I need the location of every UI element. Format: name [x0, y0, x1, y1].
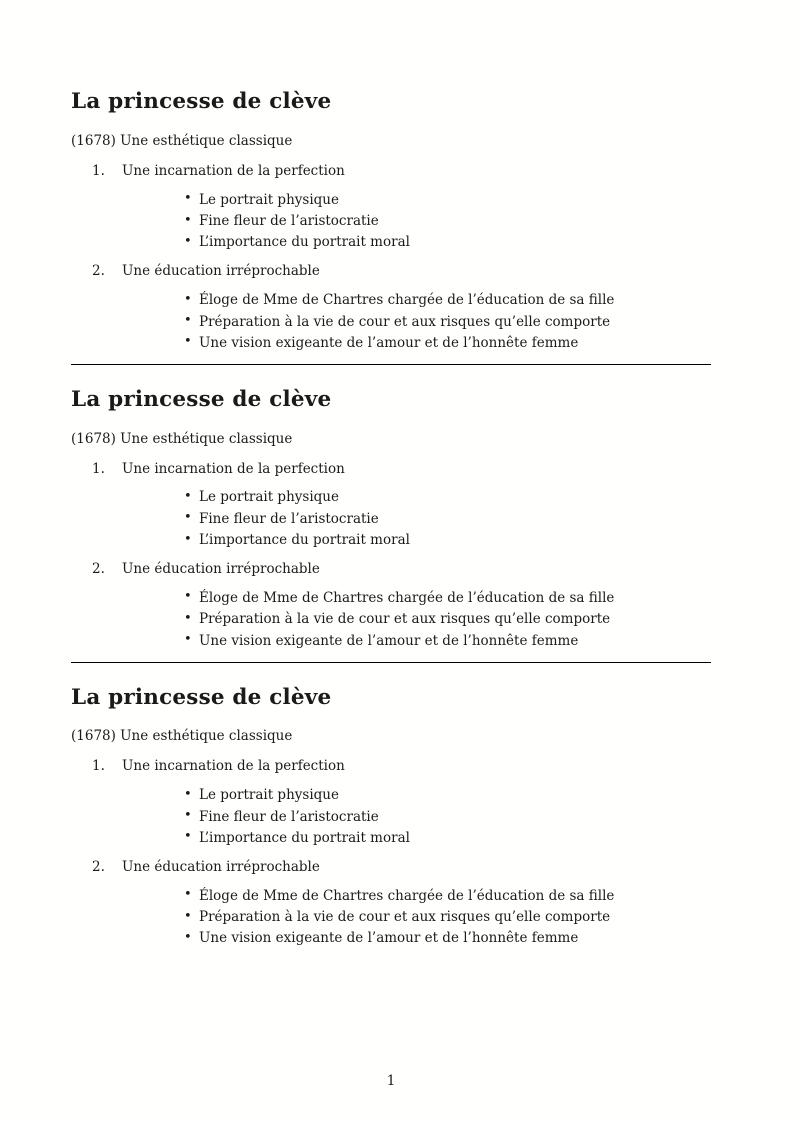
bullet-text: L’importance du portrait moral [199, 234, 410, 251]
bullet-icon: • [184, 191, 192, 207]
numbered-item [71, 163, 711, 252]
bullet-icon: • [184, 829, 192, 845]
bullet-icon: • [184, 212, 192, 228]
bullet-icon: • [184, 334, 192, 350]
section-3 [71, 685, 711, 948]
bullet-text: Fine fleur de l’aristocratie [199, 213, 379, 229]
numbered-list [71, 758, 711, 947]
bullet-row [122, 888, 711, 905]
bullet-row [122, 633, 711, 650]
bullet-icon: • [184, 291, 192, 307]
section-2 [71, 387, 711, 650]
bullet-list [122, 292, 711, 352]
section-subtitle: (1678) Une esthétique classique [71, 430, 293, 447]
section-divider [71, 364, 711, 365]
numbered-list [71, 163, 711, 352]
item-text: Une éducation irréprochable [122, 561, 320, 577]
bullet-text: Éloge de Mme de Chartres chargée de l’éducation de sa fille [199, 589, 615, 606]
bullet-text: Préparation à la vie de cour et aux risques qu’elle comporte [199, 313, 611, 330]
bullet-text: Préparation à la vie de cour et aux risques qu’elle comporte [199, 909, 611, 925]
bullet-list [122, 192, 711, 252]
bullet-text: Éloge de Mme de Chartres chargée de l’éducation de sa fille [199, 292, 615, 309]
bullet-text: Fine fleur de l’aristocratie [199, 510, 379, 527]
bullet-row [122, 830, 711, 847]
item-number: 1. [92, 758, 105, 775]
section-title: La princesse de clève [71, 386, 332, 412]
bullet-row [122, 314, 711, 331]
bullet-icon: • [184, 488, 192, 504]
bullet-row [122, 809, 711, 826]
bullet-list [122, 590, 711, 650]
bullet-row [122, 234, 711, 251]
bullet-text: Le portrait physique [199, 787, 339, 804]
bullet-icon: • [184, 929, 192, 945]
item-text: Une incarnation de la perfection [122, 460, 345, 477]
bullet-list [122, 888, 711, 948]
bullet-icon: • [184, 510, 192, 526]
bullet-text: Préparation à la vie de cour et aux risques qu’elle comporte [199, 611, 611, 628]
bullet-row [122, 787, 711, 804]
bullet-row [122, 532, 711, 549]
bullet-row [122, 213, 711, 230]
bullet-text: Une vision exigeante de l’amour et de l’honnête femme [199, 632, 579, 649]
bullet-icon: • [184, 610, 192, 626]
bullet-icon: • [184, 632, 192, 648]
bullet-icon: • [184, 233, 192, 249]
item-number: 2. [92, 263, 105, 280]
bullet-row [122, 511, 711, 528]
bullet-text: Fine fleur de l’aristocratie [199, 808, 379, 825]
numbered-list [71, 461, 711, 650]
section-title: La princesse de clève [71, 684, 332, 710]
bullet-row [122, 292, 711, 309]
section-1 [71, 89, 711, 352]
item-text: Une éducation irréprochable [122, 263, 320, 280]
section-divider [71, 662, 711, 663]
bullet-list [122, 489, 711, 549]
bullet-icon: • [184, 589, 192, 605]
bullet-icon: • [184, 531, 192, 547]
bullet-icon: • [184, 908, 192, 924]
numbered-item [71, 263, 711, 352]
item-text: Une incarnation de la perfection [122, 758, 345, 775]
bullet-text: Une vision exigeante de l’amour et de l’honnête femme [199, 334, 579, 351]
bullet-text: Une vision exigeante de l’amour et de l’honnête femme [199, 930, 579, 947]
item-number: 1. [92, 162, 105, 179]
bullet-row [122, 590, 711, 607]
bullet-text: Le portrait physique [199, 489, 339, 506]
item-text: Une éducation irréprochable [122, 858, 320, 875]
bullet-row [122, 930, 711, 947]
bullet-icon: • [184, 887, 192, 903]
bullet-text: L’importance du portrait moral [199, 532, 410, 549]
numbered-item [71, 758, 711, 847]
section-subtitle: (1678) Une esthétique classique [71, 132, 293, 149]
numbered-item [71, 461, 711, 550]
section-title: La princesse de clève [71, 89, 332, 114]
bullet-text: L’importance du portrait moral [199, 829, 410, 846]
bullet-list [122, 787, 711, 847]
bullet-text: Le portrait physique [199, 191, 339, 208]
numbered-item [71, 859, 711, 948]
item-number: 2. [92, 858, 105, 875]
page-number: 1 [386, 1073, 396, 1089]
numbered-item [71, 561, 711, 650]
bullet-icon: • [184, 786, 192, 802]
bullet-row [122, 192, 711, 209]
bullet-row [122, 611, 711, 628]
item-text: Une incarnation de la perfection [122, 162, 345, 179]
section-subtitle: (1678) Une esthétique classique [71, 728, 293, 745]
bullet-icon: • [184, 313, 192, 328]
bullet-icon: • [184, 808, 192, 823]
item-number: 2. [92, 561, 105, 577]
item-number: 1. [92, 460, 105, 477]
bullet-text: Éloge de Mme de Chartres chargée de l’éducation de sa fille [199, 887, 615, 904]
bullet-row [122, 335, 711, 352]
bullet-row [122, 489, 711, 506]
bullet-row [122, 909, 711, 926]
